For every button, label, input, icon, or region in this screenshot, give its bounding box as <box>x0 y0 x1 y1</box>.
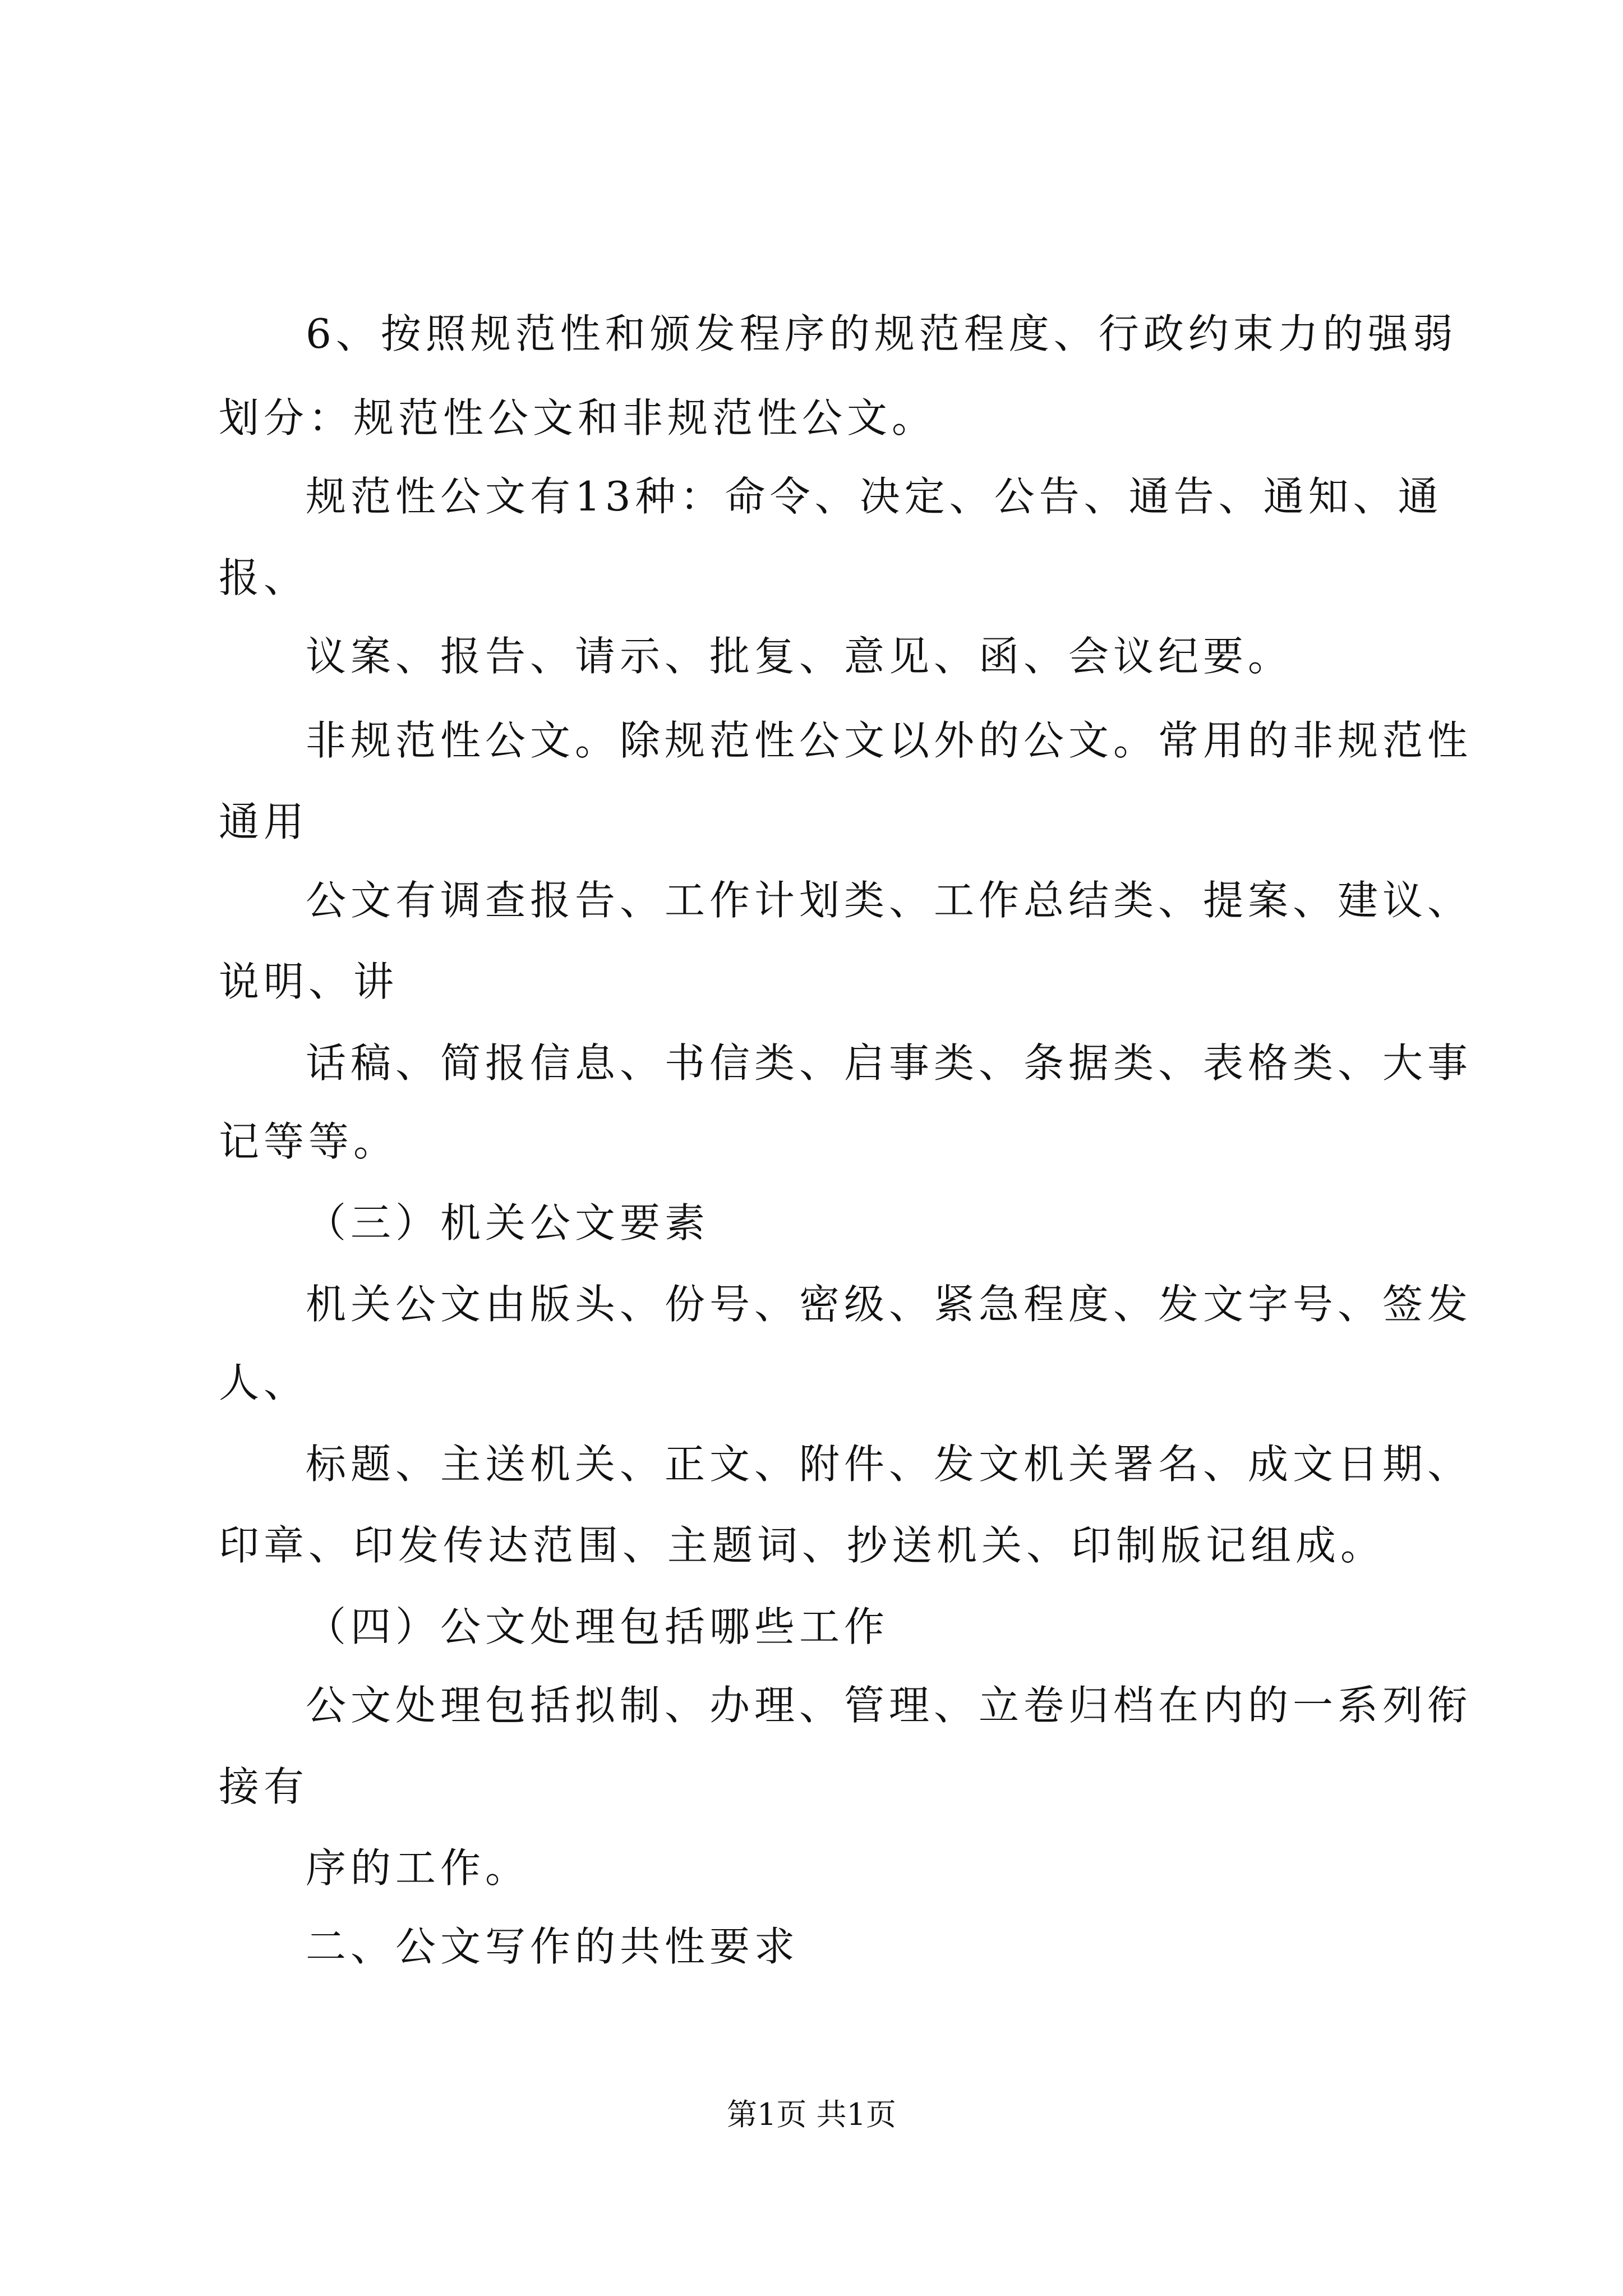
section-heading: 二、公文写作的共性要求 <box>306 1923 800 1970</box>
text-line: 公文有调查报告、工作计划类、工作总结类、提案、建议、 <box>306 877 1473 924</box>
text-line: 划分：规范性公文和非规范性公文。 <box>219 394 937 441</box>
text-line: 话稿、简报信息、书信类、启事类、条据类、表格类、大事 <box>306 1039 1473 1087</box>
text-line: 记等等。 <box>219 1118 399 1165</box>
text-line: 说明、讲 <box>219 958 399 1005</box>
text-line: 议案、报告、请示、批复、意见、函、会议纪要。 <box>306 633 1293 680</box>
text-line: 6、按照规范性和颁发程序的规范程度、行政约束力的强弱 <box>306 310 1458 357</box>
text-line: 人、 <box>219 1359 309 1406</box>
text-line: 非规范性公文。除规范性公文以外的公文。常用的非规范性 <box>306 717 1473 764</box>
section-heading: （四）公文处理包括哪些工作 <box>306 1603 889 1650</box>
text-line: 机关公文由版头、份号、密级、紧急程度、发文字号、签发 <box>306 1281 1473 1328</box>
text-line: 接有 <box>219 1763 309 1810</box>
page-number: 第1页 共1页 <box>727 2097 896 2132</box>
section-heading: （三）机关公文要素 <box>306 1199 710 1246</box>
text-line: 印章、印发传达范围、主题词、抄送机关、印制版记组成。 <box>219 1522 1386 1569</box>
text-line: 规范性公文有13种：命令、决定、公告、通告、通知、通 <box>306 473 1443 520</box>
text-line: 报、 <box>219 554 309 601</box>
text-line: 公文处理包括拟制、办理、管理、立卷归档在内的一系列衔 <box>306 1682 1473 1729</box>
text-line: 序的工作。 <box>306 1844 531 1892</box>
text-line: 标题、主送机关、正文、附件、发文机关署名、成文日期、 <box>306 1441 1473 1488</box>
text-line: 通用 <box>219 798 309 845</box>
